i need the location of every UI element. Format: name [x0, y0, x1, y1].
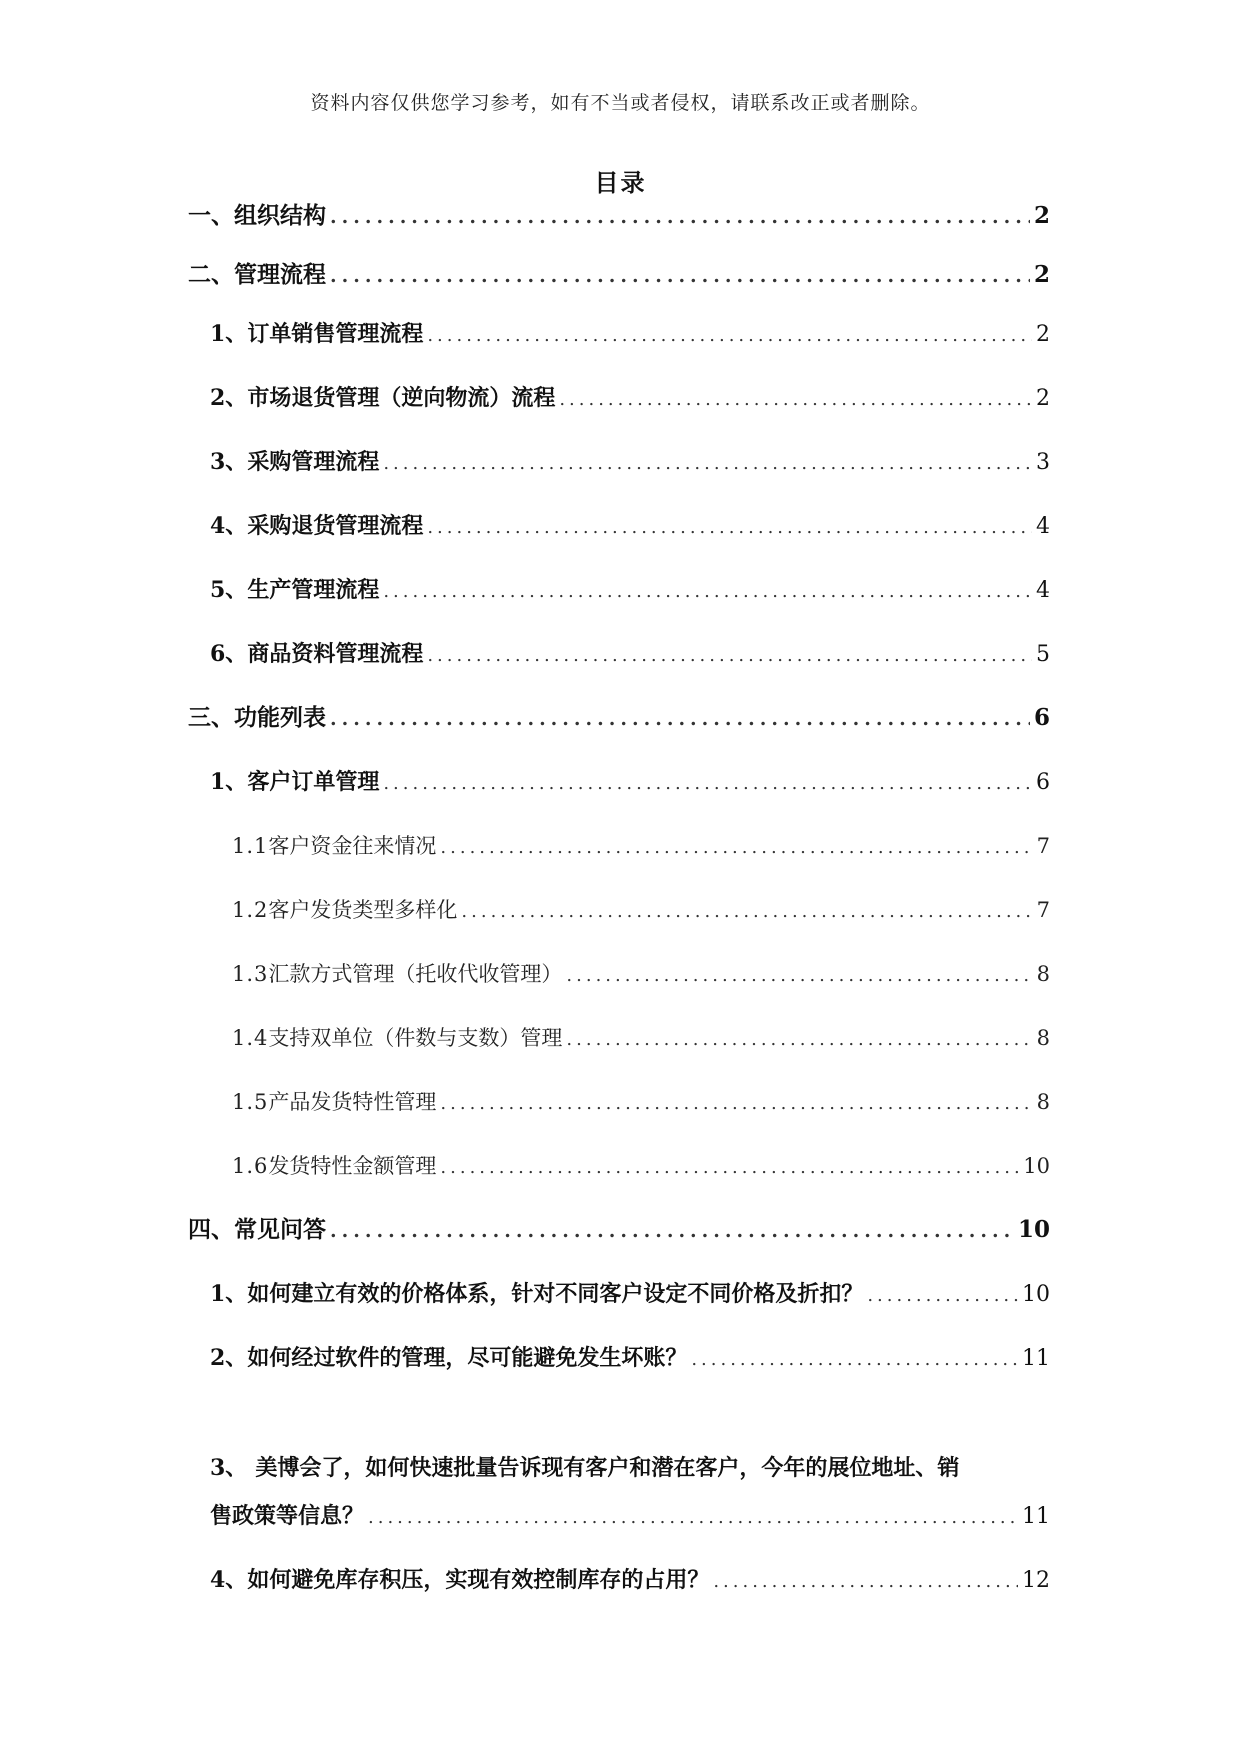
- toc-leader-dots: [691, 1344, 1018, 1376]
- toc-leader-dots: [461, 896, 1032, 928]
- toc-entry-page: 4: [1036, 514, 1050, 539]
- toc-entry-faq-inventory[interactable]: [210, 1564, 1050, 1596]
- toc-leader-dots: [330, 201, 1030, 233]
- toc-leader-dots: [427, 512, 1032, 544]
- toc-leader-dots: [867, 1280, 1018, 1312]
- toc-entry-number: 3、: [210, 449, 248, 475]
- toc-entry-number: 4、: [210, 513, 248, 539]
- toc-entry-page: 2: [1033, 261, 1050, 288]
- toc-leader-dots: [330, 1215, 1014, 1247]
- toc-entry-page: 11: [1022, 1504, 1050, 1529]
- toc-entry-market-returns[interactable]: [210, 382, 1050, 414]
- toc-entry-faq-expo-line2[interactable]: [210, 1500, 1050, 1532]
- toc-entry-number: 1.4: [232, 1026, 269, 1050]
- toc-entry-number: 1、: [210, 769, 248, 795]
- toc-entry-page: 5: [1036, 642, 1050, 667]
- toc-entry-page: 10: [1023, 1154, 1050, 1178]
- toc-leader-dots: [427, 320, 1032, 352]
- toc-entry-faq-expo-line1[interactable]: [210, 1452, 1050, 1484]
- toc-entry-text: 生产管理流程: [247, 577, 380, 603]
- toc-entry-text: 售政策等信息？: [210, 1503, 365, 1529]
- toc-entry-feature-list[interactable]: [188, 702, 1050, 734]
- toc-entry-remittance[interactable]: [232, 958, 1050, 990]
- toc-entry-dual-units[interactable]: [232, 1022, 1050, 1054]
- toc-entry-number: 一、: [188, 202, 234, 229]
- toc-entry-text: 客户发货类型多样化: [268, 898, 458, 922]
- header-disclaimer: 资料内容仅供您学习参考，如有不当或者侵权，请联系改正或者删除。: [310, 92, 931, 114]
- toc-entry-page: 8: [1036, 962, 1050, 986]
- toc-leader-dots: [368, 1502, 1018, 1534]
- toc-entry-page: 10: [1022, 1282, 1050, 1307]
- toc-leader-dots: [383, 768, 1032, 800]
- toc-leader-dots: [566, 1024, 1032, 1056]
- toc-entry-text: 汇款方式管理（托收代收管理）: [268, 962, 563, 986]
- toc-entry-text: 订单销售管理流程: [247, 321, 424, 347]
- toc-entry-shipping-types[interactable]: [232, 894, 1050, 926]
- toc-entry-number: 5、: [210, 577, 248, 603]
- toc-entry-number: 1.2: [232, 898, 269, 922]
- toc-leader-dots: [383, 448, 1032, 480]
- toc-entry-text: 常见问答: [234, 1216, 326, 1243]
- toc-entry-number: 1.3: [232, 962, 269, 986]
- toc-entry-page: 4: [1036, 578, 1050, 603]
- toc-leader-dots: [427, 640, 1032, 672]
- toc-entry-text: 组织结构: [234, 202, 326, 229]
- toc-title: 目录: [594, 168, 647, 197]
- toc-entry-text: 市场退货管理（逆向物流）流程: [247, 385, 556, 411]
- toc-entry-page: 6: [1036, 770, 1050, 795]
- toc-entry-faq[interactable]: [188, 1214, 1050, 1246]
- toc-entry-page: 7: [1036, 898, 1050, 922]
- toc-entry-page: 3: [1036, 450, 1050, 475]
- toc-entry-number: 6、: [210, 641, 248, 667]
- toc-leader-dots: [440, 1152, 1019, 1184]
- toc-entry-organization[interactable]: [188, 200, 1050, 232]
- toc-entry-wrapped-text: [210, 1452, 959, 1484]
- toc-entry-text: 如何经过软件的管理，尽可能避免发生坏账？: [247, 1345, 688, 1371]
- toc-leader-dots: [440, 1088, 1032, 1120]
- toc-entry-page: 2: [1036, 386, 1050, 411]
- toc-entry-number: 4、: [210, 1567, 248, 1593]
- toc-entry-text: 如何避免库存积压，实现有效控制库存的占用？: [247, 1567, 710, 1593]
- toc-entry-text: 如何建立有效的价格体系，针对不同客户设定不同价格及折扣？: [247, 1281, 864, 1307]
- toc-leader-dots: [330, 703, 1030, 735]
- toc-entry-customer-funds[interactable]: [232, 830, 1050, 862]
- toc-entry-text: 功能列表: [234, 704, 326, 731]
- toc-entry-page: 2: [1033, 202, 1050, 229]
- toc-leader-dots: [559, 384, 1032, 416]
- toc-entry-number: 3、: [210, 1455, 248, 1481]
- toc-entry-product-data[interactable]: [210, 638, 1050, 670]
- toc-entry-shipping-features[interactable]: [232, 1086, 1050, 1118]
- toc-leader-dots: [566, 960, 1032, 992]
- toc-entry-page: 6: [1033, 704, 1050, 731]
- toc-entry-text: 发货特性金额管理: [268, 1154, 437, 1178]
- toc-entry-page: 8: [1036, 1026, 1050, 1050]
- toc-leader-dots: [330, 260, 1030, 292]
- toc-entry-management-process[interactable]: [188, 259, 1050, 291]
- toc-entry-number: 三、: [188, 704, 234, 731]
- toc-entry-page: 12: [1022, 1568, 1050, 1593]
- toc-entry-number: 1.5: [232, 1090, 269, 1114]
- toc-entry-customer-orders[interactable]: [210, 766, 1050, 798]
- toc-entry-text: 客户资金往来情况: [268, 834, 437, 858]
- toc-leader-dots: [440, 832, 1032, 864]
- toc-entry-page: 2: [1036, 322, 1050, 347]
- toc-entry-page: 8: [1036, 1090, 1050, 1114]
- toc-entry-text: 管理流程: [234, 261, 326, 288]
- toc-leader-dots: [713, 1566, 1018, 1598]
- toc-entry-text: 美博会了，如何快速批量告诉现有客户和潜在客户，今年的展位地址、销: [255, 1455, 960, 1481]
- toc-entry-page: 11: [1022, 1346, 1050, 1371]
- toc-entry-text: 产品发货特性管理: [268, 1090, 437, 1114]
- toc-leader-dots: [383, 576, 1032, 608]
- toc-entry-text: 采购退货管理流程: [247, 513, 424, 539]
- toc-entry-number: 二、: [188, 261, 234, 288]
- toc-entry-page: 10: [1017, 1216, 1050, 1243]
- toc-entry-faq-pricing[interactable]: [210, 1278, 1050, 1310]
- toc-entry-procurement[interactable]: [210, 446, 1050, 478]
- toc-entry-shipping-amount[interactable]: [232, 1150, 1050, 1182]
- toc-entry-procurement-returns[interactable]: [210, 510, 1050, 542]
- toc-entry-number: 2、: [210, 1345, 248, 1371]
- toc-entry-number: 2、: [210, 385, 248, 411]
- toc-entry-number: 1.1: [232, 834, 269, 858]
- toc-entry-text: 采购管理流程: [247, 449, 380, 475]
- toc-entry-number: 四、: [188, 1216, 234, 1243]
- toc-entry-number: 1.6: [232, 1154, 269, 1178]
- toc-entry-text: 支持双单位（件数与支数）管理: [268, 1026, 563, 1050]
- toc-entry-text: 商品资料管理流程: [247, 641, 424, 667]
- toc-entry-order-sales[interactable]: [210, 318, 1050, 350]
- toc-entry-page: 7: [1036, 834, 1050, 858]
- toc-entry-number: 1、: [210, 1281, 248, 1307]
- toc-entry-faq-bad-debt[interactable]: [210, 1342, 1050, 1374]
- toc-entry-number: 1、: [210, 321, 248, 347]
- toc-entry-production[interactable]: [210, 574, 1050, 606]
- toc-entry-text: 客户订单管理: [247, 769, 380, 795]
